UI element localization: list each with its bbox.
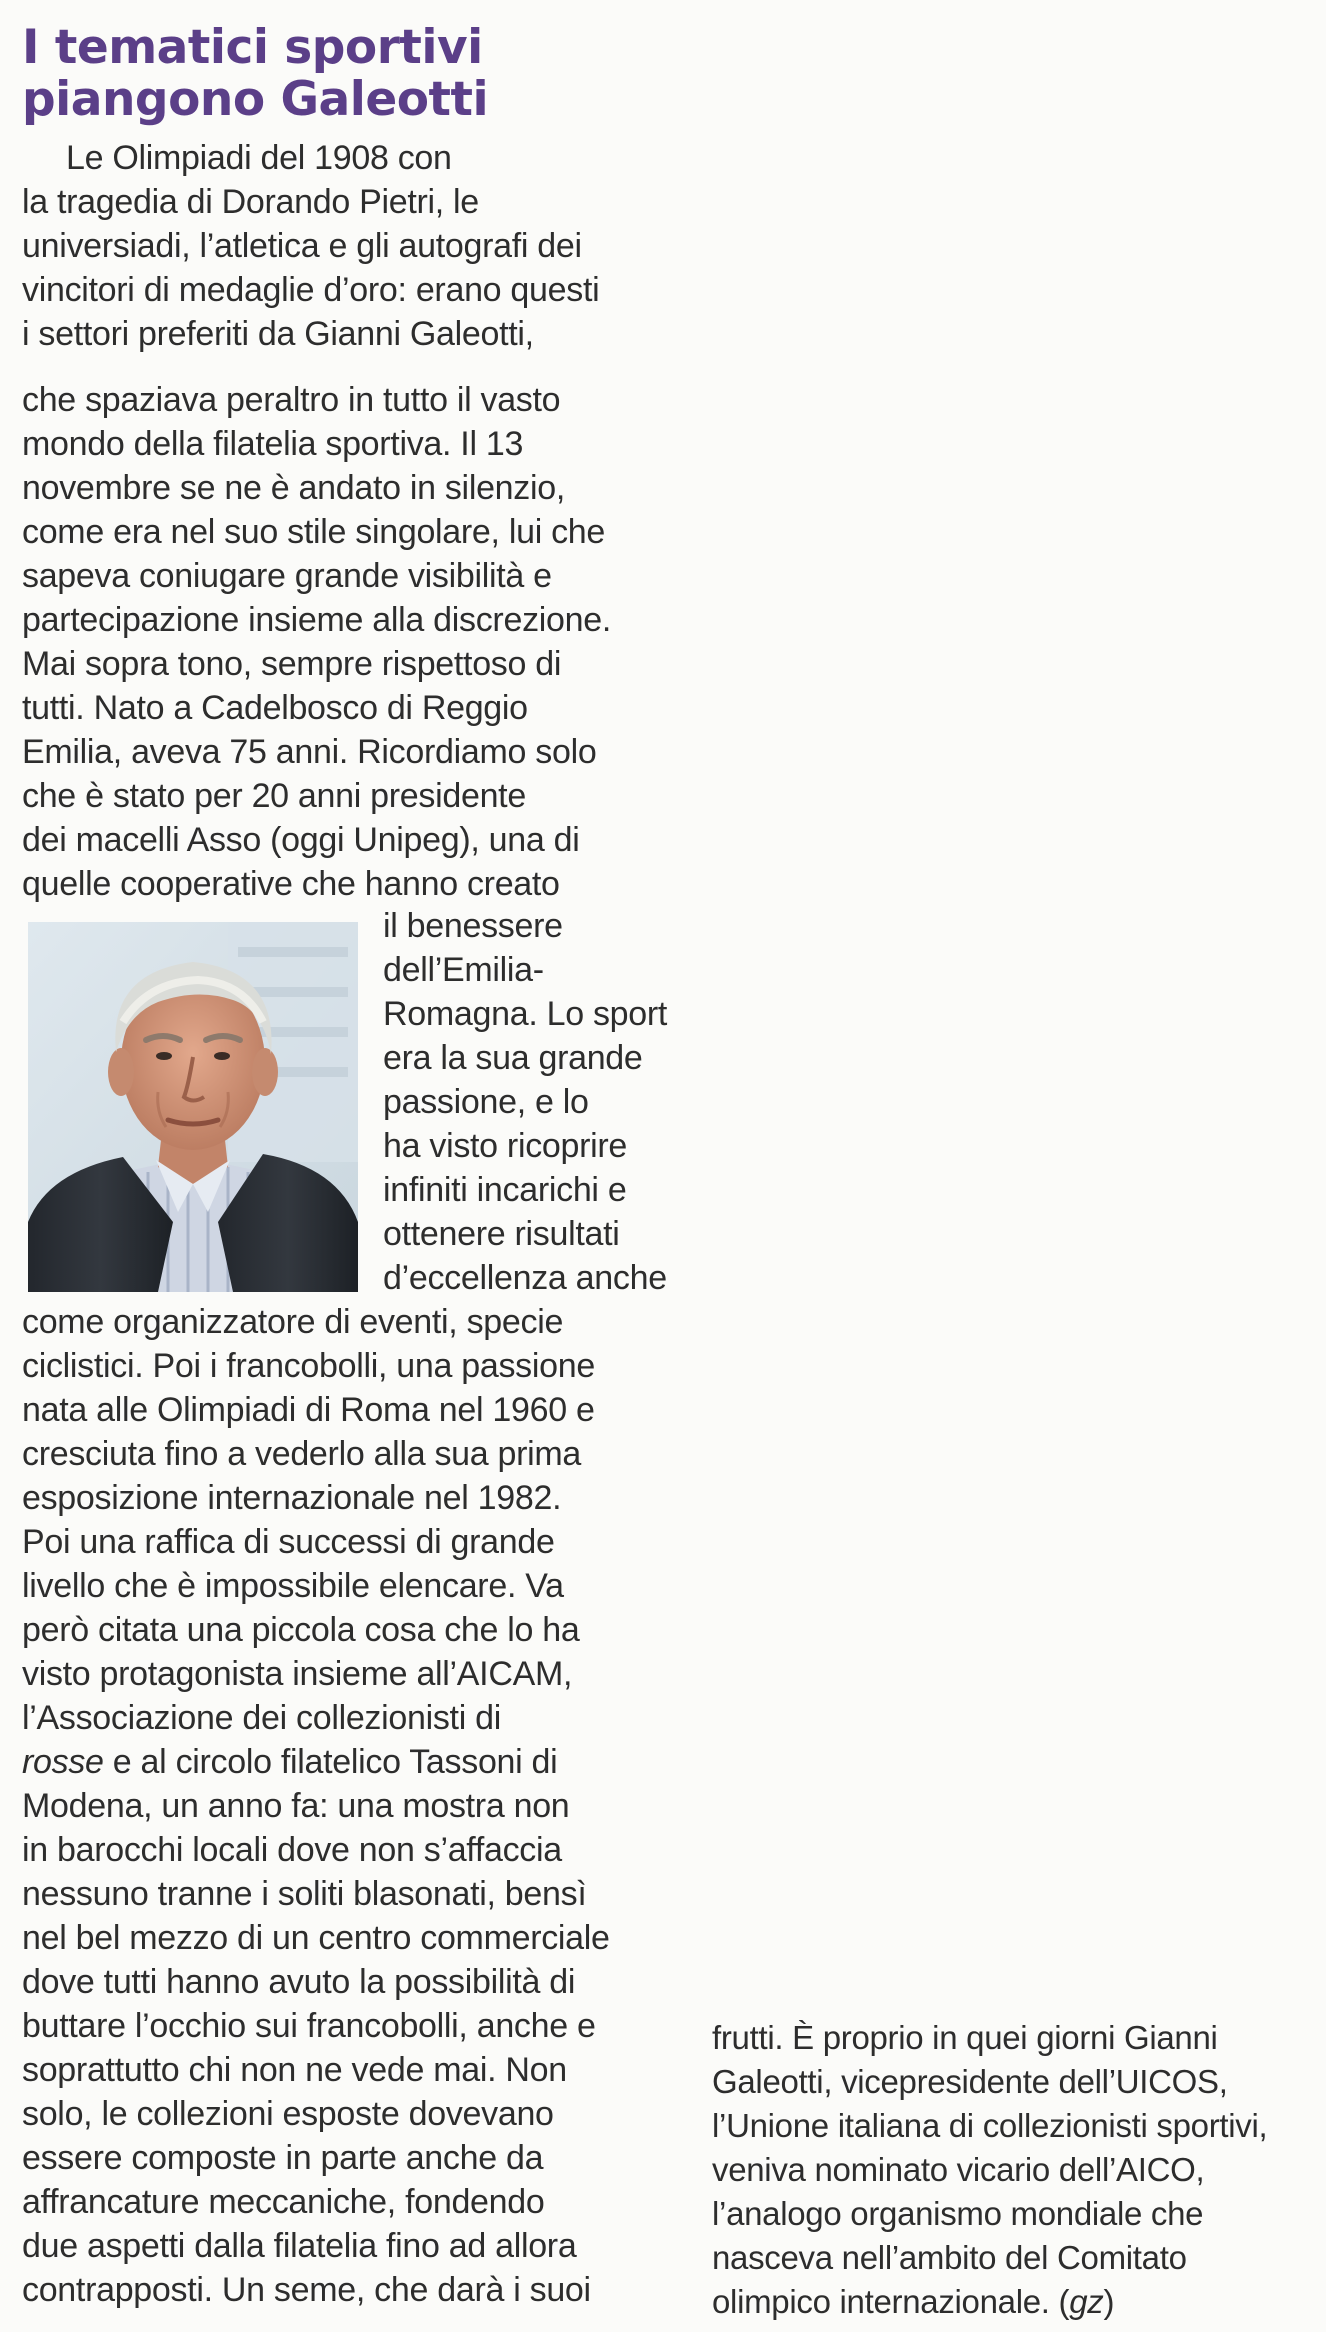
body-line: però citata una piccola cosa che lo ha xyxy=(22,1611,580,1649)
body-line: che è stato per 20 anni presidente xyxy=(22,777,526,815)
body-line: come organizzatore di eventi, specie xyxy=(22,1303,564,1341)
intro-paragraph xyxy=(22,136,702,356)
body-line: novembre se ne è andato in silenzio, xyxy=(22,469,565,507)
body-line: veniva nominato vicario dell’AICO, xyxy=(712,2151,1205,2188)
body-line: solo, le collezioni esposte dovevano xyxy=(22,2095,554,2133)
body-line: soprattutto chi non ne vede mai. Non xyxy=(22,2051,567,2089)
body-line: mondo della filatelia sportiva. Il 13 xyxy=(22,425,524,463)
intro-line: i settori preferiti da Gianni Galeotti, xyxy=(22,315,534,353)
body-line: due aspetti dalla filatelia fino ad allora xyxy=(22,2227,577,2265)
body-line: come era nel suo stile singolare, lui che xyxy=(22,513,606,551)
author-initials: gz xyxy=(1069,2283,1104,2320)
intro-line: universiadi, l’atletica e gli autografi dei xyxy=(22,227,582,265)
body-line: Mai sopra tono, sempre rispettoso di xyxy=(22,645,562,683)
body-line: frutti. È proprio in quei giorni Gianni xyxy=(712,2019,1218,2056)
body-paragraph-top xyxy=(22,378,712,906)
body-line: quelle cooperative che hanno creato xyxy=(22,865,560,903)
body-line: ottenere risultati xyxy=(383,1215,620,1253)
body-line: esposizione internazionale nel 1982. xyxy=(22,1479,562,1517)
body-line: livello che è impossibile elencare. Va xyxy=(22,1567,564,1605)
body-line: ha visto ricoprire xyxy=(383,1127,628,1165)
body-line: in barocchi locali dove non s’affaccia xyxy=(22,1831,562,1869)
body-line: tutti. Nato a Cadelbosco di Reggio xyxy=(22,689,528,727)
italic-word: rosse xyxy=(22,1743,104,1781)
body-line: nasceva nell’ambito del Comitato xyxy=(712,2239,1187,2276)
body-line: contrapposti. Un seme, che darà i suoi xyxy=(22,2271,591,2309)
body-line: essere composte in parte anche da xyxy=(22,2139,544,2177)
body-line: cresciuta fino a vederlo alla sua prima xyxy=(22,1435,582,1473)
body-line: Romagna. Lo sport xyxy=(383,995,668,1033)
body-line: Galeotti, vicepresidente dell’UICOS, xyxy=(712,2063,1228,2100)
portrait-photo xyxy=(28,922,358,1292)
article-headline xyxy=(22,22,488,126)
body-line: passione, e lo xyxy=(383,1083,589,1121)
after-italic-text: e al circolo filatelico Tassoni di xyxy=(103,1743,558,1781)
closing-suffix: ) xyxy=(1103,2283,1115,2320)
body-line: nel bel mezzo di un centro commerciale xyxy=(22,1919,610,1957)
body-line: dell’Emilia- xyxy=(383,951,544,989)
body-line: che spaziava peraltro in tutto il vasto xyxy=(22,381,561,419)
body-line: il benessere xyxy=(383,907,563,945)
body-line: ciclistici. Poi i francobolli, una passione xyxy=(22,1347,595,1385)
body-line: buttare l’occhio sui francobolli, anche e xyxy=(22,2007,596,2045)
body-line: visto protagonista insieme all’AICAM, xyxy=(22,1655,573,1693)
closing-line xyxy=(712,2280,1322,2324)
body-line: Poi una raffica di successi di grande xyxy=(22,1523,555,1561)
closing-prefix: olimpico internazionale. ( xyxy=(712,2283,1070,2320)
body-line: nessuno tranne i soliti blasonati, bensì xyxy=(22,1875,587,1913)
body-line: Modena, un anno fa: una mostra non xyxy=(22,1787,570,1825)
intro-line: Le Olimpiadi del 1908 con xyxy=(66,139,452,177)
body-line: partecipazione insieme alla discrezione. xyxy=(22,601,611,639)
intro-line: la tragedia di Dorando Pietri, le xyxy=(22,183,479,221)
body-paragraph-bottom xyxy=(22,1300,712,2312)
portrait-illustration xyxy=(28,922,358,1292)
right-column-paragraph xyxy=(712,2016,1322,2324)
body-line: infiniti incarichi e xyxy=(383,1171,627,1209)
body-line: nata alle Olimpiadi di Roma nel 1960 e xyxy=(22,1391,595,1429)
headline-line-2: piangono Galeotti xyxy=(22,72,489,127)
body-line: d’eccellenza anche xyxy=(383,1259,667,1297)
intro-line: vincitori di medaglie d’oro: erano questi xyxy=(22,271,600,309)
body-line: dove tutti hanno avuto la possibilità di xyxy=(22,1963,576,2001)
body-line: sapeva coniugare grande visibilità e xyxy=(22,557,552,595)
body-line: l’analogo organismo mondiale che xyxy=(712,2195,1204,2232)
body-line: affrancature meccaniche, fondendo xyxy=(22,2183,545,2221)
body-line: l’Unione italiana di collezionisti sportivi, xyxy=(712,2107,1268,2144)
headline-line-1: I tematici sportivi xyxy=(22,20,483,75)
body-line-italic xyxy=(22,1740,712,1784)
body-line: dei macelli Asso (oggi Unipeg), una di xyxy=(22,821,580,859)
body-paragraph-beside-photo xyxy=(383,904,713,1300)
body-line: era la sua grande xyxy=(383,1039,643,1077)
body-line: Emilia, aveva 75 anni. Ricordiamo solo xyxy=(22,733,597,771)
body-line: l’Associazione dei collezionisti di xyxy=(22,1699,501,1737)
